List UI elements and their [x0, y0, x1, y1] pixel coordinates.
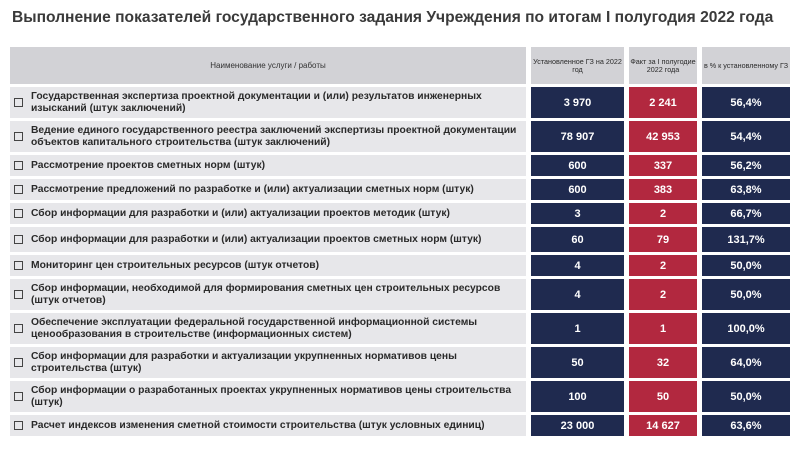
fact-value: 14 627 [629, 415, 697, 436]
table-row [10, 347, 790, 378]
row-name-text: Сбор информации о разработанных проектах укрупненных нормативов цены строительства (штук) [31, 384, 512, 408]
row-name-text: Расчет индексов изменения сметной стоимости строительства (штук условных единиц) [31, 419, 485, 431]
table-row [10, 227, 790, 252]
checkbox-bullet-icon [14, 290, 23, 299]
header-fact: Факт за I полугодие 2022 года [629, 47, 697, 84]
checkbox-bullet-icon [14, 98, 23, 107]
table-row [10, 87, 790, 118]
plan-value: 23 000 [531, 415, 624, 436]
row-name-text: Мониторинг цен строительных ресурсов (штук отчетов) [31, 259, 320, 271]
fact-value: 2 [629, 255, 697, 276]
row-name-text: Сбор информации для разработки и (или) актуализации проектов сметных норм (штук) [31, 233, 482, 245]
row-name [10, 347, 526, 378]
row-name [10, 255, 526, 276]
row-name [10, 121, 526, 152]
percent-value: 56,4% [702, 87, 790, 118]
table-header [10, 47, 790, 84]
fact-value: 50 [629, 381, 697, 412]
plan-value: 4 [531, 255, 624, 276]
checkbox-bullet-icon [14, 185, 23, 194]
checkbox-bullet-icon [14, 261, 23, 270]
table-row [10, 255, 790, 276]
table-row [10, 121, 790, 152]
row-name [10, 155, 526, 176]
header-percent: в % к установленному ГЗ [702, 47, 790, 84]
fact-value: 42 953 [629, 121, 697, 152]
checkbox-bullet-icon [14, 324, 23, 333]
percent-value: 63,8% [702, 179, 790, 200]
row-name [10, 415, 526, 436]
checkbox-bullet-icon [14, 392, 23, 401]
row-name [10, 279, 526, 310]
checkbox-bullet-icon [14, 358, 23, 367]
row-name [10, 203, 526, 224]
checkbox-bullet-icon [14, 161, 23, 170]
row-name [10, 381, 526, 412]
table-row [10, 313, 790, 344]
table-row [10, 415, 790, 436]
plan-value: 1 [531, 313, 624, 344]
row-name [10, 179, 526, 200]
percent-value: 100,0% [702, 313, 790, 344]
percent-value: 66,7% [702, 203, 790, 224]
percent-value: 64,0% [702, 347, 790, 378]
row-name-text: Обеспечение эксплуатации федеральной государственной информационной системы ценообразования в строительстве (информационных систем) [31, 316, 478, 340]
fact-value: 2 241 [629, 87, 697, 118]
row-name-text: Рассмотрение предложений по разработке и (или) актуализации сметных норм (штук) [31, 183, 474, 195]
plan-value: 3 [531, 203, 624, 224]
plan-value: 4 [531, 279, 624, 310]
fact-value: 337 [629, 155, 697, 176]
checkbox-bullet-icon [14, 421, 23, 430]
row-name-text: Рассмотрение проектов сметных норм (штук) [31, 159, 266, 171]
table-row [10, 155, 790, 176]
row-name [10, 227, 526, 252]
row-name-text: Сбор информации для разработки и актуализации укрупненных нормативов цены строительства (штук) [31, 350, 457, 374]
checkbox-bullet-icon [14, 235, 23, 244]
header-plan: Установленное ГЗ на 2022 год [531, 47, 624, 84]
checkbox-bullet-icon [14, 132, 23, 141]
fact-value: 383 [629, 179, 697, 200]
table-row [10, 179, 790, 200]
plan-value: 600 [531, 155, 624, 176]
fact-value: 2 [629, 279, 697, 310]
plan-value: 60 [531, 227, 624, 252]
percent-value: 131,7% [702, 227, 790, 252]
row-name [10, 87, 526, 118]
row-name [10, 313, 526, 344]
plan-value: 600 [531, 179, 624, 200]
fact-value: 79 [629, 227, 697, 252]
table-row [10, 381, 790, 412]
row-name-text: Государственная экспертиза проектной документации и (или) результатов инженерных изысканий (штук заключений) [31, 90, 482, 114]
percent-value: 63,6% [702, 415, 790, 436]
row-name-text: Сбор информации для разработки и (или) актуализации проектов методик (штук) [31, 207, 450, 219]
plan-value: 50 [531, 347, 624, 378]
percent-value: 56,2% [702, 155, 790, 176]
percent-value: 50,0% [702, 381, 790, 412]
indicators-table [10, 47, 790, 439]
percent-value: 54,4% [702, 121, 790, 152]
page-title: Выполнение показателей государственного задания Учреждения по итогам I полугодия 2022 года [12, 9, 774, 26]
row-name-text: Сбор информации, необходимой для формирования сметных цен строительных ресурсов (штук отчетов) [31, 282, 501, 306]
percent-value: 50,0% [702, 255, 790, 276]
fact-value: 1 [629, 313, 697, 344]
fact-value: 2 [629, 203, 697, 224]
plan-value: 78 907 [531, 121, 624, 152]
row-name-text: Ведение единого государственного реестра заключений экспертизы проектной документации объектов капитального строительства (штук заключений) [31, 124, 517, 148]
fact-value: 32 [629, 347, 697, 378]
table-row [10, 279, 790, 310]
table-row [10, 203, 790, 224]
header-name: Наименование услуги / работы [10, 47, 526, 84]
plan-value: 3 970 [531, 87, 624, 118]
plan-value: 100 [531, 381, 624, 412]
percent-value: 50,0% [702, 279, 790, 310]
checkbox-bullet-icon [14, 209, 23, 218]
